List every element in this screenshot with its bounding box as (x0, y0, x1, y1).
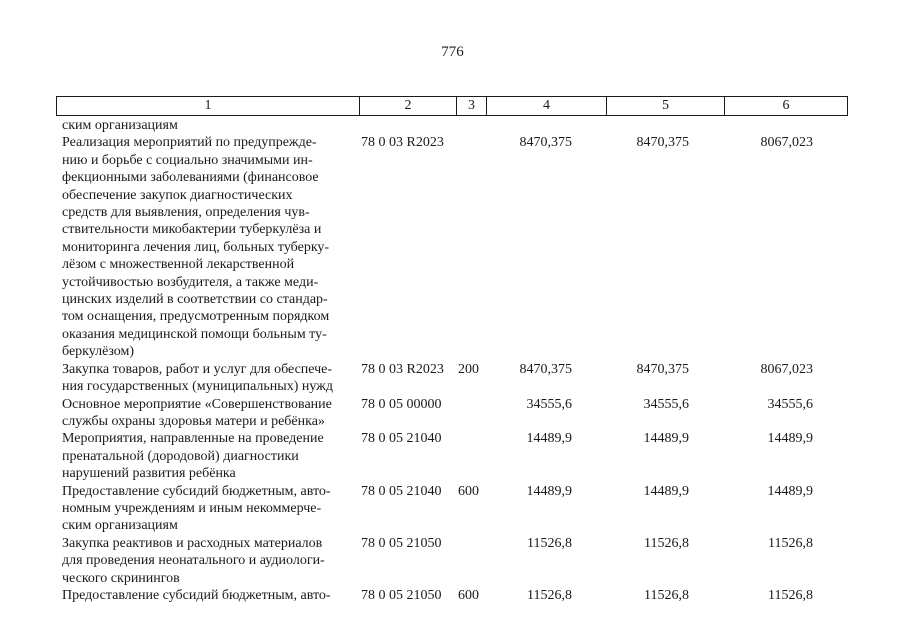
header-col-6: 6 (782, 98, 790, 113)
description-line: том оснащения, предусмотренным порядком (62, 309, 330, 325)
budget-code: 78 0 05 21040 (361, 431, 442, 447)
row-description (62, 535, 352, 587)
description-line: номным учреждениям и иным некоммерче- (62, 500, 322, 516)
row-description (62, 134, 352, 360)
description-line: Основное мероприятие «Совершенствование (62, 396, 332, 412)
value-col-5: 8470,375 (636, 135, 689, 151)
description-line: нию и борьбе с социально значимыми ин- (62, 152, 313, 168)
table-row (0, 430, 905, 482)
table-row (0, 134, 905, 360)
description-line: Предоставление субсидий бюджетным, авто- (62, 587, 331, 603)
budget-code: 78 0 05 21050 (361, 535, 442, 551)
value-col-6: 11526,8 (768, 587, 813, 603)
header-col-2: 2 (360, 97, 457, 115)
budget-code: 78 0 05 00000 (361, 396, 442, 412)
table-row (0, 396, 905, 431)
value-col-6: 14489,9 (767, 431, 813, 447)
description-line: Закупка товаров, работ и услуг для обеспече- (62, 361, 333, 377)
value-col-5: 14489,9 (643, 431, 689, 447)
value-col-4: 8470,375 (519, 135, 572, 151)
value-col-6: 8067,023 (760, 361, 813, 377)
row-description (62, 117, 352, 134)
description-line: Мероприятия, направленные на проведение (62, 431, 324, 447)
description-line: ствительности микобактерии туберкулёза и (62, 222, 322, 238)
row-description (62, 483, 352, 535)
value-col-5: 11526,8 (644, 587, 689, 603)
value-col-5: 11526,8 (644, 535, 689, 551)
header-col-4: 4 (487, 97, 607, 115)
table-row (0, 535, 905, 587)
expense-type-code: 600 (458, 483, 479, 499)
row-description (62, 361, 352, 396)
description-line: средств для выявления, определения чув- (62, 205, 310, 221)
description-line: цинских изделий в соответствии со стандар- (62, 292, 328, 308)
value-col-6: 8067,023 (760, 135, 813, 151)
description-line: Реализация мероприятий по предупрежде- (62, 135, 317, 151)
description-line: ческого скринингов (62, 570, 180, 586)
row-description (62, 430, 352, 482)
description-line: ния государственных (муниципальных) нужд (62, 379, 333, 395)
row-description (62, 396, 352, 431)
table-row (0, 117, 905, 134)
header-col-3: 3 (457, 97, 487, 115)
value-col-6: 34555,6 (767, 396, 813, 412)
description-line: службы охраны здоровья матери и ребёнка» (62, 413, 325, 429)
table-body (0, 117, 905, 604)
budget-code: 78 0 03 R2023 (361, 361, 444, 377)
value-col-5: 14489,9 (643, 483, 689, 499)
value-col-6: 11526,8 (768, 535, 813, 551)
expense-type-code: 200 (458, 361, 479, 377)
value-col-4: 14489,9 (526, 431, 572, 447)
expense-type-code: 600 (458, 587, 479, 603)
budget-code: 78 0 05 21040 (361, 483, 442, 499)
table-row (0, 361, 905, 396)
description-line: фекционными заболеваниями (финансовое (62, 170, 319, 186)
description-line: нарушений развития ребёнка (62, 466, 236, 482)
description-line: ским организациям (62, 518, 178, 534)
table-header (56, 96, 848, 116)
header-col-5: 5 (607, 97, 725, 115)
page-number: 776 (441, 44, 464, 60)
row-description (62, 587, 352, 604)
table-row (0, 587, 905, 604)
description-line: обеспечение закупок диагностических (62, 187, 293, 203)
budget-code: 78 0 03 R2023 (361, 135, 444, 151)
budget-code: 78 0 05 21050 (361, 587, 442, 603)
value-col-4: 8470,375 (519, 361, 572, 377)
description-line: оказания медицинской помощи больным ту- (62, 326, 327, 342)
description-line: пренатальной (дородовой) диагностики (62, 448, 299, 464)
value-col-4: 11526,8 (527, 535, 572, 551)
description-line: Предоставление субсидий бюджетным, авто- (62, 483, 331, 499)
description-line: мониторинга лечения лиц, больных туберку- (62, 239, 330, 255)
value-col-5: 8470,375 (636, 361, 689, 377)
description-line: устойчивостью возбудителя, а также меди- (62, 274, 319, 290)
value-col-4: 34555,6 (526, 396, 572, 412)
description-line: для проведения неонатального и аудиологи- (62, 553, 325, 569)
table-row (0, 483, 905, 535)
value-col-4: 14489,9 (526, 483, 572, 499)
description-line: Закупка реактивов и расходных материалов (62, 535, 323, 551)
value-col-6: 14489,9 (767, 483, 813, 499)
description-line: ским организациям (62, 118, 178, 133)
value-col-4: 11526,8 (527, 587, 572, 603)
header-col-1: 1 (57, 97, 360, 115)
value-col-5: 34555,6 (643, 396, 689, 412)
description-line: лёзом с множественной лекарственной (62, 257, 295, 273)
description-line: беркулёзом) (62, 344, 135, 360)
